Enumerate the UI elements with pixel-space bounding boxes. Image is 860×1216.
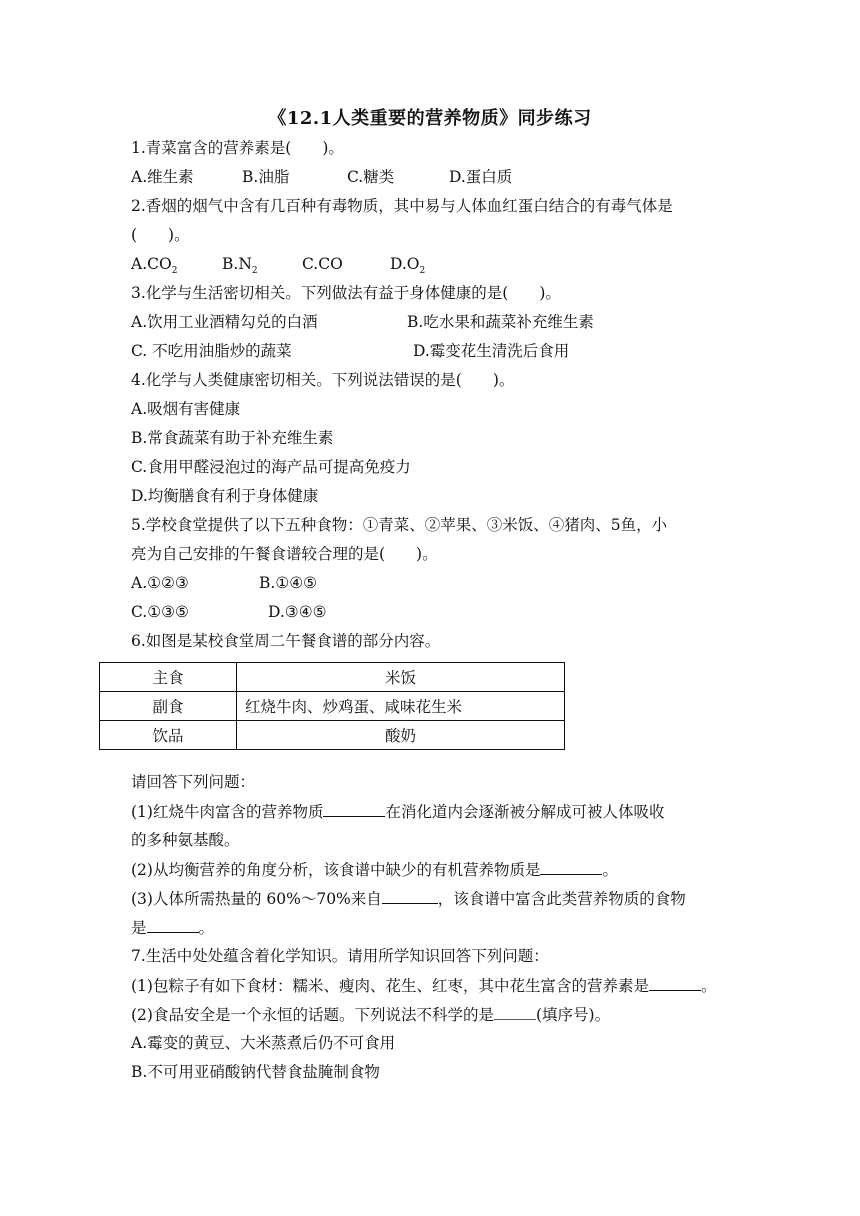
q4-option-a: A.吸烟有害健康	[131, 400, 241, 418]
q4-option-c: C.食用甲醛浸泡过的海产品可提高免疫力	[131, 458, 411, 476]
question-5-stem-line2: 亮为自己安排的午餐食谱较合理的是( )。	[131, 545, 438, 563]
table-cell: 红烧牛肉、炒鸡蛋、咸味花生米	[237, 692, 565, 721]
q3-option-a: A.饮用工业酒精勾兑的白酒	[131, 313, 318, 331]
table-cell: 副食	[100, 692, 237, 721]
question-1-stem: 1.青菜富含的营养素是( )。	[131, 139, 344, 157]
answer-blank[interactable]	[494, 1003, 536, 1020]
answer-blank[interactable]	[323, 800, 385, 817]
q1-option-d: D.蛋白质	[449, 168, 513, 186]
table-cell: 酸奶	[237, 721, 565, 750]
q4-option-d: D.均衡膳食有利于身体健康	[131, 487, 319, 505]
q1-option-a: A.维生素	[131, 168, 194, 186]
q4-option-b: B.常食蔬菜有助于补充维生素	[131, 429, 334, 447]
q5-option-b: B.①④⑤	[259, 574, 318, 592]
answer-blank[interactable]	[649, 974, 701, 991]
table-row	[100, 721, 565, 750]
question-7-stem: 7.生活中处处蕴含着化学知识。请用所学知识回答下列问题：	[131, 947, 549, 965]
question-4-stem: 4.化学与人类健康密切相关。下列说法错误的是( )。	[131, 371, 515, 389]
question-6-stem: 6.如图是某校食堂周二午餐食谱的部分内容。	[131, 632, 441, 650]
table-cell: 米饭	[237, 663, 565, 692]
document-title: 《12.1人类重要的营养物质》同步练习	[268, 108, 592, 129]
q7-option-b: B.不可用亚硝酸钠代替食盐腌制食物	[131, 1063, 380, 1081]
q3-option-c: C. 不吃用油脂炒的蔬菜	[131, 342, 292, 360]
q5-option-d: D.③④⑤	[268, 603, 327, 621]
q2-option-d: $D.O_2$	[390, 255, 426, 277]
q2-option-a: $A.CO_2$	[131, 255, 178, 277]
q7-part-2: (2)食品安全是一个永恒的话题。下列说法不科学的是 (填序号)。	[131, 1003, 610, 1026]
answer-blank[interactable]	[147, 916, 199, 933]
table-cell: 饮品	[100, 721, 237, 750]
question-5-stem-line1: 5.学校食堂提供了以下五种食物：①青菜、②苹果、③米饭、④猪肉、5鱼，小	[131, 516, 668, 534]
q1-option-c: C.糖类	[347, 168, 395, 186]
table-row	[100, 692, 565, 721]
answer-blank[interactable]	[540, 858, 602, 875]
q1-option-b: B.油脂	[242, 168, 290, 186]
q3-option-b: B.吃水果和蔬菜补充维生素	[407, 313, 594, 331]
question-3-stem: 3.化学与生活密切相关。下列做法有益于身体健康的是( )。	[131, 284, 561, 302]
q5-option-a: A.①②③	[131, 574, 189, 592]
q6-part-3-line2: 是 。	[131, 916, 214, 939]
table-cell: 主食	[100, 663, 237, 692]
q6-part-3-line1: (3)人体所需热量的 60%～70%来自 ，该食谱中富含此类营养物质的食物	[131, 887, 686, 910]
q6-part-1-line2: 的多种氨基酸。	[131, 831, 240, 849]
answer-blank[interactable]	[382, 887, 438, 904]
q7-option-a: A.霉变的黄豆、大米蒸煮后仍不可食用	[131, 1034, 396, 1052]
lunch-menu-table	[99, 662, 565, 750]
q7-part-1: (1)包粽子有如下食材：糯米、瘦肉、花生、红枣，其中花生富含的营养素是 。	[131, 974, 716, 997]
q3-option-d: D.霉变花生清洗后食用	[413, 342, 570, 360]
q5-option-c: C.①③⑤	[131, 603, 189, 621]
question-2-stem-line1: 2.香烟的烟气中含有几百种有毒物质，其中易与人体血红蛋白结合的有毒气体是	[131, 197, 673, 215]
q6-prompt: 请回答下列问题：	[131, 773, 256, 791]
q2-option-c: C.CO	[302, 255, 343, 273]
q6-part-1-line1: (1)红烧牛肉富含的营养物质 在消化道内会逐渐被分解成可被人体吸收	[131, 800, 664, 823]
q6-part-2: (2)从均衡营养的角度分析，该食谱中缺少的有机营养物质是 。	[131, 858, 618, 881]
table-row	[100, 663, 565, 692]
q2-option-b: $B.N_2$	[222, 255, 258, 277]
question-2-stem-line2: ( )。	[131, 226, 190, 244]
